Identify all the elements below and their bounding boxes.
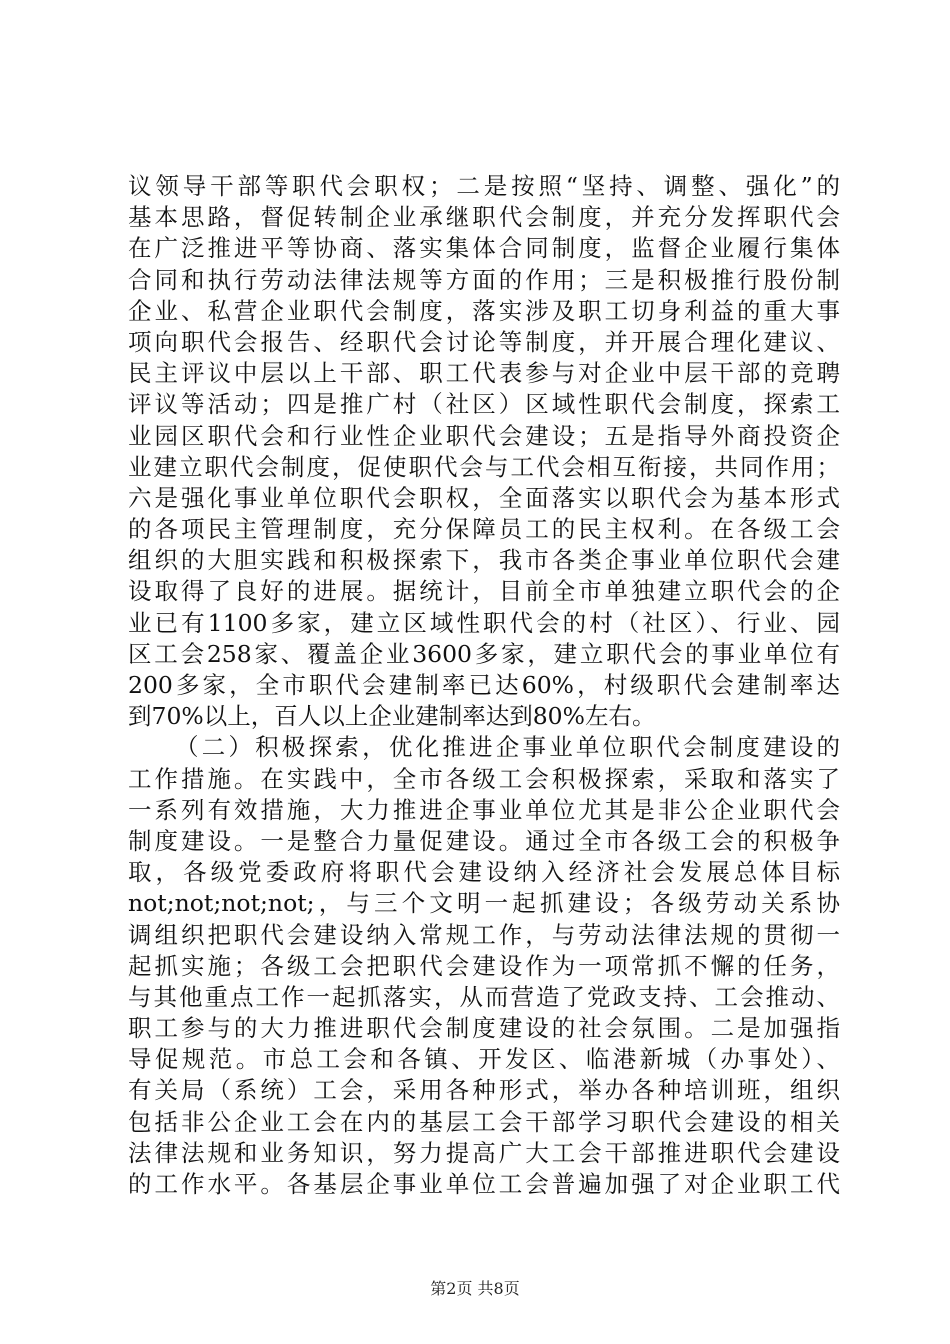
text-line: 议领导干部等职代会职权；二是按照“坚持、调整、强化”的 xyxy=(128,172,840,200)
text-line: 合同和执行劳动法律法规等方面的作用；三是积极推行股份制 xyxy=(128,265,840,294)
text-line: 的工作水平。各基层企事业单位工会普遍加强了对企业职工代 xyxy=(128,1170,840,1198)
text-line: 包括非公企业工会在内的基层工会干部学习职代会建设的相关 xyxy=(128,1107,840,1136)
text-line: 200多家，全市职代会建制率已达60%，村级职代会建制率达 xyxy=(128,671,840,699)
text-line-paragraph-end: 到70%以上，百人以上企业建制率达到80%左右。 xyxy=(128,702,656,731)
text-line: 起抓实施；各级工会把职代会建设作为一项常抓不懈的任务， xyxy=(128,951,840,980)
text-line: 制度建设。一是整合力量促建设。通过全市各级工会的积极争 xyxy=(128,826,840,855)
text-line: 项向职代会报告、经职代会讨论等制度，并开展合理化建议、 xyxy=(128,327,840,356)
text-line: 业园区职代会和行业性企业职代会建设；五是指导外商投资企 xyxy=(128,421,840,450)
text-line: 业建立职代会制度，促使职代会与工代会相互衔接，共同作用； xyxy=(128,452,840,481)
text-line: 在广泛推进平等协商、落实集体合同制度，监督企业履行集体 xyxy=(128,234,840,263)
text-line: 业已有1100多家，建立区域性职代会的村（社区）、行业、园 xyxy=(128,608,840,637)
text-line: 组织的大胆实践和积极探索下，我市各类企事业单位职代会建 xyxy=(128,546,840,575)
text-line: 评议等活动；四是推广村（社区）区域性职代会制度，探索工 xyxy=(128,390,840,419)
text-line: 民主评议中层以上干部、职工代表参与对企业中层干部的竞聘 xyxy=(128,359,840,388)
text-line: 企业、私营企业职代会制度，落实涉及职工切身利益的重大事 xyxy=(128,296,840,325)
text-line: 法律法规和业务知识，努力提高广大工会干部推进职代会建设 xyxy=(128,1138,840,1167)
text-line-paragraph-start: （二）积极探索，优化推进企事业单位职代会制度建设的 xyxy=(175,733,840,762)
text-line: 的各项民主管理制度，充分保障员工的民主权利。在各级工会 xyxy=(128,515,840,544)
text-line: 基本思路，督促转制企业承继职代会制度，并充分发挥职代会 xyxy=(128,203,840,232)
text-line: 设取得了良好的进展。据统计，目前全市单独建立职代会的企 xyxy=(128,577,840,606)
body-text xyxy=(128,171,840,1200)
text-line: not;not;not;not;，与三个文明一起抓建设；各级劳动关系协 xyxy=(128,889,840,918)
text-line: 与其他重点工作一起抓落实，从而营造了党政支持、工会推动、 xyxy=(128,982,840,1011)
text-line: 区工会258家、覆盖企业3600多家，建立职代会的事业单位有 xyxy=(128,639,840,668)
text-line: 六是强化事业单位职代会职权，全面落实以职代会为基本形式 xyxy=(128,483,840,512)
page-number-footer: 第2页 共8页 xyxy=(430,1279,520,1298)
text-line: 有关局（系统）工会，采用各种形式，举办各种培训班，组织 xyxy=(128,1076,840,1105)
text-line: 调组织把职代会建设纳入常规工作，与劳动法律法规的贯彻一 xyxy=(128,920,840,949)
text-line: 一系列有效措施，大力推进企事业单位尤其是非公企业职代会 xyxy=(128,795,840,824)
text-line: 职工参与的大力推进职代会制度建设的社会氛围。二是加强指 xyxy=(128,1014,840,1043)
text-line: 工作措施。在实践中，全市各级工会积极探索，采取和落实了 xyxy=(128,764,840,793)
text-line: 导促规范。市总工会和各镇、开发区、临港新城（办事处）、 xyxy=(128,1045,840,1074)
text-line: 取，各级党委政府将职代会建设纳入经济社会发展总体目标 xyxy=(128,858,840,887)
